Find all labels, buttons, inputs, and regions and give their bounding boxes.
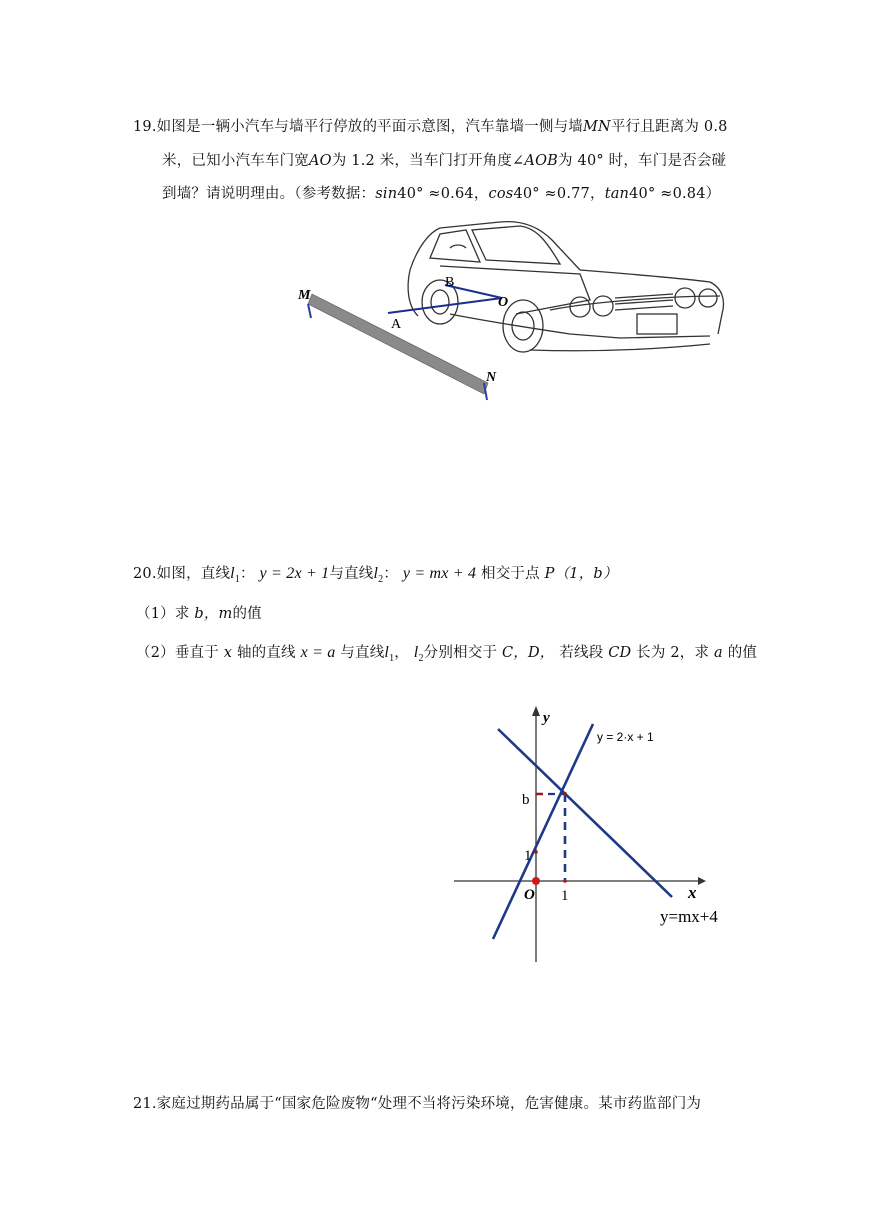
- intersection-point: [563, 792, 567, 796]
- label-m: M: [298, 288, 311, 303]
- q20-part1: （1）求 b，m的值: [136, 606, 262, 622]
- y-axis-label: y: [543, 710, 550, 726]
- q19-line3: 到墙？请说明理由。（参考数据：sin40° ≈0.64，cos40° ≈0.77，tan40° ≈0.84）: [162, 186, 721, 202]
- label-b: b: [522, 792, 530, 808]
- wall-end-m: [308, 304, 311, 318]
- q21-number: 21.: [133, 1096, 157, 1112]
- q19-figure: [290, 218, 740, 408]
- y-axis-arrow: [532, 706, 540, 716]
- q20-line1: 20.如图，直线$l_1$： y = 2x + 1与直线$l_2$： y = mx + 4 相交于点 P（1，b）: [133, 565, 618, 586]
- label-x-one: 1: [561, 888, 569, 904]
- q20-graph: [440, 700, 740, 970]
- line-l1: [493, 724, 593, 939]
- q20-number: 20.: [133, 566, 157, 582]
- label-o: O: [498, 295, 509, 310]
- x-axis-label: x: [688, 883, 697, 902]
- label-n: N: [486, 370, 497, 385]
- origin-point: [532, 877, 540, 885]
- label-line1-eq: y = 2·x + 1: [597, 730, 654, 744]
- tick-x-1: [563, 879, 567, 883]
- label-origin: O: [524, 887, 535, 903]
- label-line2-eq: y=mx+4: [660, 907, 718, 926]
- q21-line1: 21.家庭过期药品属于“国家危险废物“处理不当将污染环境，危害健康。某市药监部门为: [133, 1096, 702, 1112]
- label-y-one: 1: [524, 848, 532, 864]
- label-b: B: [445, 275, 455, 290]
- q19-line2: 米，已知小汽车车门宽AO为 1.2 米，当车门打开角度∠AOB为 40° 时，车门是否会碰: [162, 153, 727, 169]
- x-axis-arrow: [698, 877, 706, 885]
- q19-number: 19.: [133, 119, 157, 135]
- q19-line1: 19.如图是一辆小汽车与墙平行停放的平面示意图，汽车靠墙一侧与墙MN平行且距离为 0.8: [133, 119, 728, 135]
- wall-mn: [308, 294, 488, 394]
- door-ao: [388, 298, 502, 313]
- tick-y-1: [534, 850, 538, 854]
- q20-part2: （2）垂直于 x 轴的直线 x = a 与直线$l_1$， $l_2$分别相交于 C，D， 若线段 CD 长为 2，求 a 的值: [136, 644, 758, 665]
- label-a: A: [391, 317, 402, 332]
